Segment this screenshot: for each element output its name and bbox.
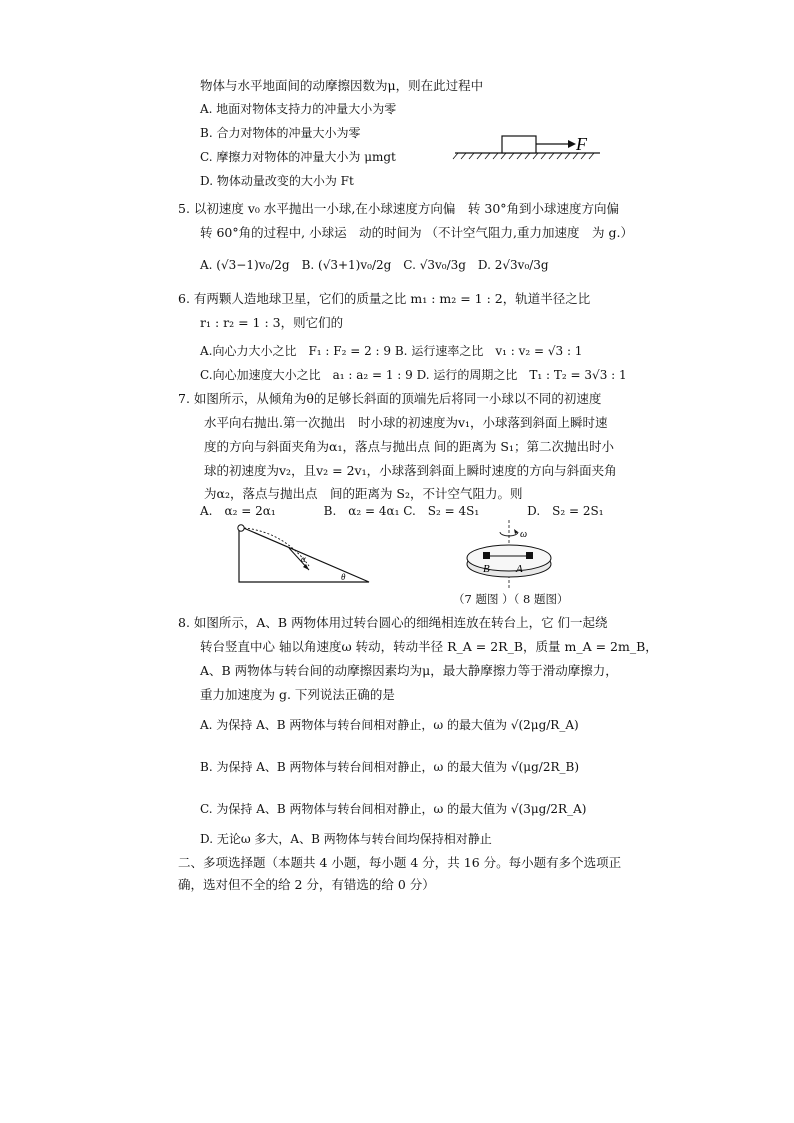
q4-option-c: C. 摩擦力对物体的冲量大小为 μmgt bbox=[200, 150, 396, 164]
q4-option-d: D. 物体动量改变的大小为 Ft bbox=[200, 174, 354, 188]
q5-line-1: 5. 以初速度 v₀ 水平抛出一小球,在小球速度方向偏 转 30°角到小球速度方向偏 bbox=[178, 201, 620, 216]
q8-line-3: A、B 两物体与转台间的动摩擦因素均为μ，最大静摩擦力等于滑动摩擦力， bbox=[200, 663, 618, 678]
q8-fig-a: A bbox=[516, 563, 523, 575]
section-2-line-2: 确，选对但不全的给 2 分，有错选的给 0 分） bbox=[178, 877, 435, 892]
q7-incline-figure bbox=[234, 520, 374, 586]
q8-line-4: 重力加速度为 g. 下列说法正确的是 bbox=[200, 687, 395, 702]
q8-option-b: B. 为保持 A、B 两物体与转台间相对静止，ω 的最大值为 √(μg/2R_B) bbox=[200, 760, 579, 774]
q7-fig-theta: θ bbox=[341, 572, 346, 582]
section-2-line-1: 二、多项选择题（本题共 4 小题，每小题 4 分，共 16 分。每小题有多个选项正 bbox=[178, 855, 622, 870]
q8-fig-b: B bbox=[483, 563, 490, 575]
q6-line-2: r₁ : r₂ = 1 : 3，则它们的 bbox=[200, 315, 344, 330]
q5-options: A. (√3−1)v₀/2g B. (√3+1)v₀/2g C. √3v₀/3g D. 2√3v₀/3g bbox=[200, 258, 549, 272]
q8-fig-omega: ω bbox=[520, 529, 528, 540]
q4-block-figure bbox=[450, 128, 610, 164]
q7-line-1: 7. 如图所示，从倾角为θ的足够长斜面的顶端先后将同一小球以不同的初速度 bbox=[178, 391, 602, 406]
q7-line-3: 度的方向与斜面夹角为α₁，落点与抛出点 间的距离为 S₁；第二次抛出时小 bbox=[204, 439, 614, 454]
q6-options-cd: C.向心加速度大小之比 a₁ : a₂ = 1 : 9 D. 运行的周期之比 T₁ : T₂ = 3√3 : 1 bbox=[200, 368, 627, 382]
q7-line-4: 球的初速度为v₂，且v₂ = 2v₁，小球落到斜面上瞬时速度的方向与斜面夹角 bbox=[204, 463, 617, 478]
q4-option-b: B. 合力对物体的冲量大小为零 bbox=[200, 126, 361, 140]
figure-caption: （7 题图 ）（ 8 题图） bbox=[453, 592, 569, 606]
q5-line-2: 转 60°角的过程中, 小球运 动的时间为 （不计空气阻力,重力加速度 为 g.） bbox=[200, 225, 633, 240]
q8-line-1: 8. 如图所示，A、B 两物体用过转台圆心的细绳相连放在转台上，它 们一起绕 bbox=[178, 615, 608, 630]
q6-line-1: 6. 有两颗人造地球卫星，它们的质量之比 m₁ : m₂ = 1 : 2，轨道半径之比 bbox=[178, 291, 591, 306]
q6-options-ab: A.向心力大小之比 F₁ : F₂ = 2 : 9 B. 运行速率之比 v₁ : v₂ = √3 : 1 bbox=[200, 344, 583, 358]
q7-line-5: 为α₂，落点与抛出点 间的距离为 S₂，不计空气阻力。则 bbox=[204, 486, 523, 501]
q8-option-a: A. 为保持 A、B 两物体与转台间相对静止，ω 的最大值为 √(2μg/R_A) bbox=[200, 718, 579, 732]
q7-options: A. α₂ = 2α₁ B. α₂ = 4α₁ C. S₂ = 4S₁ D. S₂ = 2S₁ bbox=[200, 504, 604, 518]
q4-force-label: F bbox=[576, 134, 587, 154]
q4-stem-tail: 物体与水平地面间的动摩擦因数为μ，则在此过程中 bbox=[200, 78, 484, 93]
q8-option-c: C. 为保持 A、B 两物体与转台间相对静止，ω 的最大值为 √(3μg/2R_A) bbox=[200, 802, 587, 816]
q7-line-2: 水平向右抛出.第一次抛出 时小球的初速度为v₁，小球落到斜面上瞬时速 bbox=[204, 415, 608, 430]
q4-option-a: A. 地面对物体支持力的冲量大小为零 bbox=[200, 102, 397, 116]
q8-line-2: 转台竖直中心 轴以角速度ω 转动，转动半径 R_A = 2R_B，质量 m_A = 2m_B， bbox=[200, 639, 658, 654]
q7-fig-alpha: α bbox=[301, 554, 306, 564]
q8-option-d: D. 无论ω 多大，A、B 两物体与转台间均保持相对静止 bbox=[200, 832, 492, 846]
q8-turntable-figure bbox=[460, 518, 560, 590]
